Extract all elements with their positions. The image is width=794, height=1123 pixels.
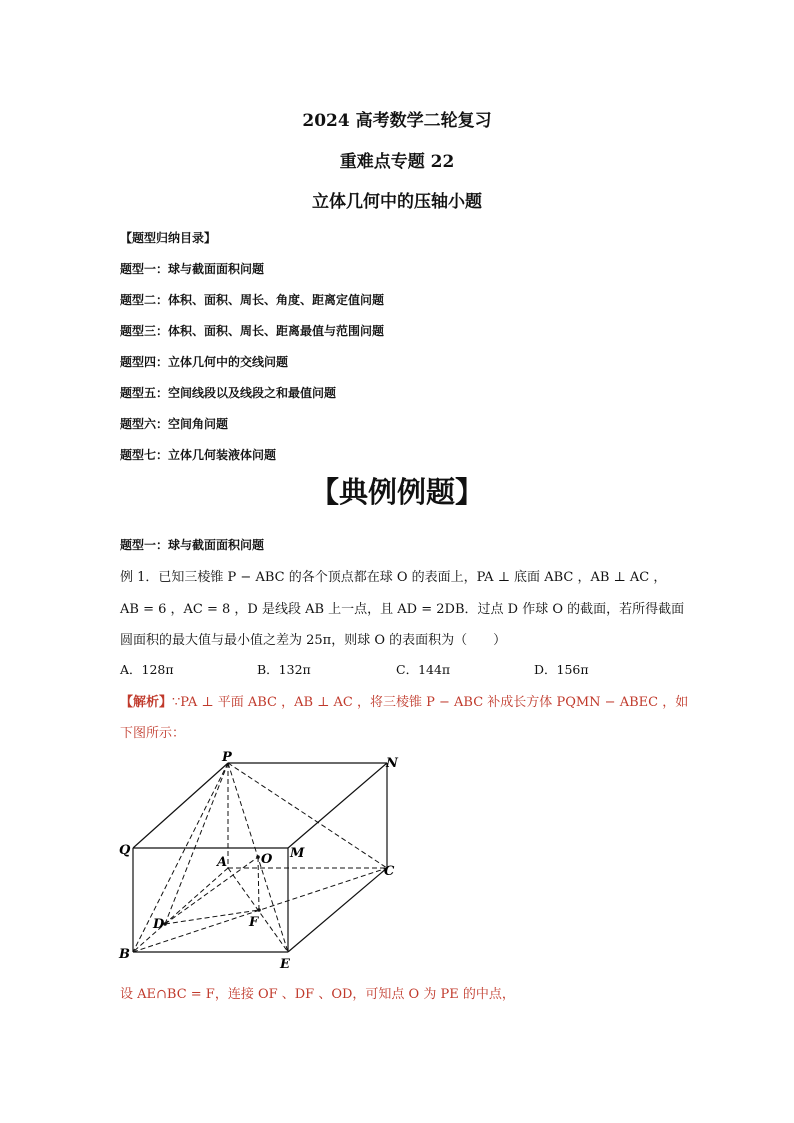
catalog-heading: 【题型归纳目录】 bbox=[120, 231, 217, 245]
doc-title-line2: 重难点专题 22 bbox=[339, 152, 455, 172]
solution-text: ∵PA ⊥ 平面 ABC ，AB ⊥ AC ，将三棱锥 P − ABC 补成长方体 PQMN − ABEC ，如 bbox=[172, 695, 689, 710]
label-o: O bbox=[261, 852, 273, 867]
label-f: F bbox=[249, 915, 259, 930]
label-p: P bbox=[222, 750, 232, 765]
catalog-item: 题型三：体积、面积、周长、距离最值与范围问题 bbox=[120, 324, 385, 338]
label-e: E bbox=[280, 957, 290, 972]
catalog-item: 题型五：空间线段以及线段之和最值问题 bbox=[120, 386, 337, 400]
catalog-item: 题型二：体积、面积、周长、角度、距离定值问题 bbox=[120, 293, 385, 307]
catalog-item: 题型一：球与截面面积问题 bbox=[120, 262, 265, 276]
option-b: B．132π bbox=[257, 662, 311, 677]
example-line2: AB = 6 ，AC = 8 ，D 是线段 AB 上一点，且 AD = 2DB．过点 D 作球 O 的截面，若所得截面 bbox=[120, 602, 685, 617]
example-line3: 圆面积的最大值与最小值之差为 25π，则球 O 的表面积为（ ） bbox=[120, 633, 507, 648]
label-n: N bbox=[386, 756, 398, 771]
solution-line1 bbox=[120, 691, 688, 710]
cuboid-figure bbox=[100, 745, 420, 975]
catalog-item: 题型六：空间角问题 bbox=[120, 417, 229, 431]
example-line1: 例 1．已知三棱锥 P − ABC 的各个顶点都在球 O 的表面上，PA ⊥ 底面 ABC ，AB ⊥ AC ， bbox=[120, 570, 667, 585]
solution-label: 【解析】 bbox=[120, 695, 173, 710]
label-a: A bbox=[217, 855, 228, 870]
label-b: B bbox=[119, 947, 130, 962]
catalog-item: 题型七：立体几何装液体问题 bbox=[120, 448, 277, 462]
solution-line2: 下图所示： bbox=[120, 726, 186, 741]
option-a: A．128π bbox=[120, 662, 174, 677]
catalog-item: 题型四：立体几何中的交线问题 bbox=[120, 355, 289, 369]
section-subheading: 题型一：球与截面面积问题 bbox=[120, 538, 265, 552]
doc-title-line1: 2024 高考数学二轮复习 bbox=[302, 111, 492, 131]
label-d: D bbox=[153, 917, 165, 932]
option-d: D．156π bbox=[534, 662, 589, 677]
solution-line3: 设 AE∩BC = F，连接 OF 、DF 、OD，可知点 O 为 PE 的中点， bbox=[120, 987, 515, 1002]
label-m: M bbox=[290, 846, 305, 861]
label-c: C bbox=[384, 864, 395, 879]
doc-title-line3: 立体几何中的压轴小题 bbox=[312, 192, 482, 212]
label-q: Q bbox=[119, 843, 131, 858]
option-c: C．144π bbox=[396, 662, 451, 677]
section-banner: 【典例例题】 bbox=[309, 475, 484, 509]
